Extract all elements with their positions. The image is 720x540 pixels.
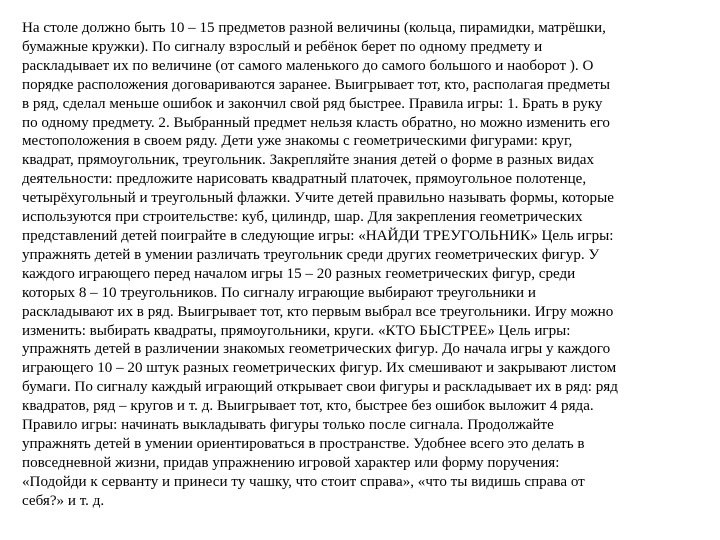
text-line: себя?» и т. д. — [22, 492, 105, 509]
text-line: используются при строительстве: куб, цилиндр, шар. Для закрепления геометрических — [22, 209, 583, 226]
text-line: На столе должно быть 10 – 15 предметов разной величины (кольца, пирамидки, матрёшки, — [22, 20, 606, 36]
text-line: повседневной жизни, придав упражнению игровой характер или форму поручения: — [22, 454, 560, 471]
text-line: упражнять детей в умении ориентироваться в пространстве. Удобнее всего это делать в — [22, 435, 585, 452]
text-line: раскладывают их в ряд. Выигрывает тот, кто первым выбрал все треугольники. Игру можно — [22, 303, 614, 320]
body-text — [22, 19, 682, 511]
text-line: четырёхугольный и треугольный флажки. Учите детей правильно называть формы, которые — [22, 190, 614, 207]
text-line: в ряд, сделал меньше ошибок и закончил свой ряд быстрее. Правила игры: 1. Брать в руку — [22, 95, 603, 112]
text-line: раскладывает их по величине (от самого маленького до самого большого и наоборот ). О — [22, 57, 594, 74]
text-line: деятельности: предложите нарисовать квадратный платочек, прямоугольное полотенце, — [22, 171, 587, 188]
text-line: квадратов, ряд – кругов и т. д. Выигрывает тот, кто, быстрее без ошибок выложит 4 ряда. — [22, 398, 594, 415]
text-line: бумаги. По сигналу каждый играющий открывает свои фигуры и раскладывает их в ряд: ряд — [22, 379, 618, 396]
text-line: «Подойди к серванту и принеси ту чашку, что стоит справа», «что ты видишь справа от — [22, 473, 585, 490]
text-line: каждого играющего перед началом игры 15 – 20 разных геометрических фигур, среди — [22, 265, 576, 282]
text-line: упражнять детей в различении знакомых геометрических фигур. До начала игры у каждого — [22, 341, 611, 358]
text-line: представлений детей поиграйте в следующие игры: «НАЙДИ ТРЕУГОЛЬНИК» Цель игры: — [22, 227, 614, 244]
text-line: по одному предмету. 2. Выбранный предмет нельзя класть обратно, но можно изменить его — [22, 114, 610, 131]
text-line: упражнять детей в умении различать треугольник среди других геометрических фигур. У — [22, 246, 600, 263]
text-line: изменить: выбирать квадраты, прямоугольники, круги. «КТО БЫСТРЕЕ» Цель игры: — [22, 322, 571, 339]
text-line: бумажные кружки). По сигналу взрослый и ребёнок берет по одному предмету и — [22, 38, 543, 55]
text-line: Правило игры: начинать выкладывать фигуры только после сигнала. Продолжайте — [22, 417, 554, 434]
text-line: которых 8 – 10 треугольников. По сигналу играющие выбирают треугольники и — [22, 284, 536, 301]
text-line: местоположения в своем ряду. Дети уже знакомы с геометрическими фигурами: круг, — [22, 133, 573, 150]
text-line: играющего 10 – 20 штук разных геометрических фигур. Их смешивают и закрывают листом — [22, 360, 617, 377]
text-line: квадрат, прямоугольник, треугольник. Закрепляйте знания детей о форме в разных видах — [22, 152, 595, 169]
text-line: порядке расположения договариваются заранее. Выигрывает тот, кто, располагая предметы — [22, 76, 611, 93]
